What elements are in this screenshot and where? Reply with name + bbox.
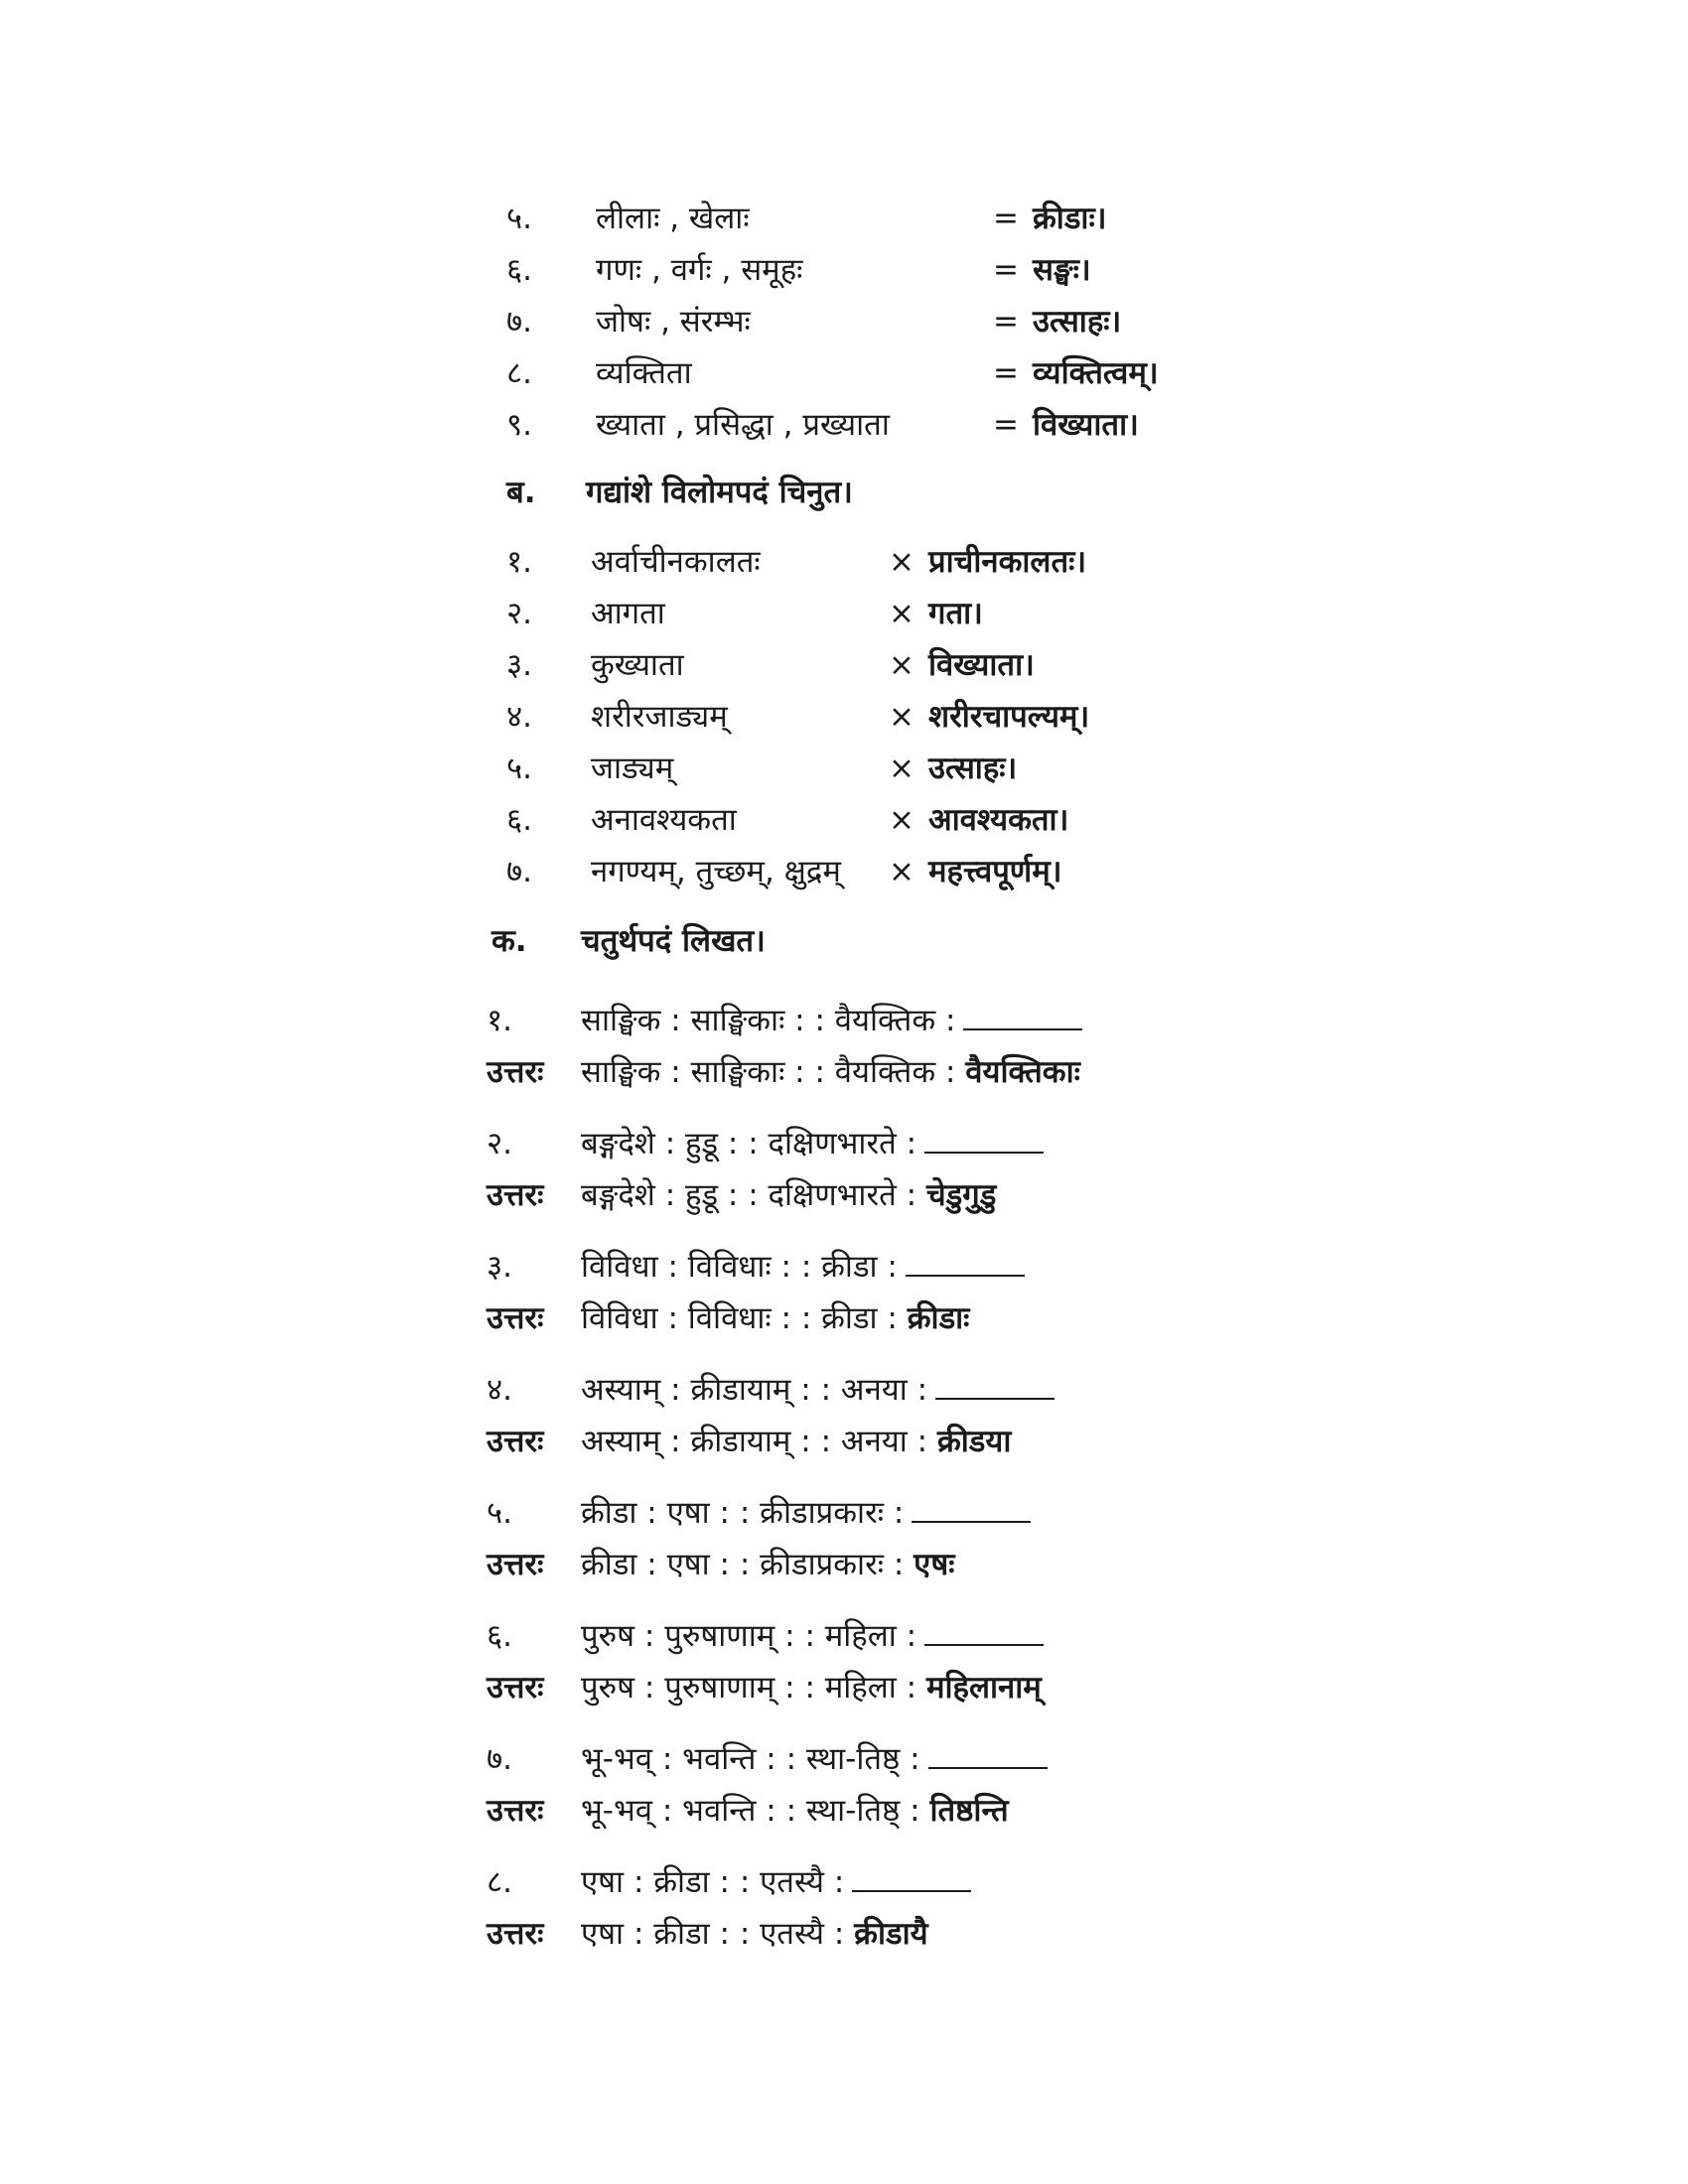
word: जोषः , संरम्भः (596, 304, 751, 340)
item-number: ६. (487, 1618, 512, 1654)
item-number: ६. (506, 252, 532, 288)
item-number: ५. (506, 751, 532, 786)
equals-sign: = (993, 252, 1019, 288)
answer: उत्साहः। (1033, 304, 1122, 340)
item-number: १. (506, 544, 532, 580)
answer: क्रीडया (936, 1424, 1012, 1459)
answer: प्राचीनकालतः। (928, 544, 1087, 580)
item-number: ४. (506, 699, 532, 735)
answer: विख्याता। (928, 647, 1035, 683)
word: लीलाः , खेलाः (596, 201, 750, 236)
answer-label: उत्तरः (487, 1424, 544, 1459)
section-title: चतुर्थपदं लिखत। (581, 923, 766, 959)
word: ख्याता , प्रसिद्धा , प्रख्याता (596, 407, 890, 443)
opposite-sign: × (889, 699, 914, 735)
answer: वैयक्तिकाः (965, 1054, 1080, 1090)
answer-blank (852, 1862, 971, 1892)
word: कुख्याता (591, 647, 684, 683)
item-number: ३. (487, 1249, 512, 1285)
answer-text: साङ्घिक : साङ्घिकाः : : वैयक्तिक : (581, 1054, 956, 1090)
opposite-sign: × (889, 647, 914, 683)
answer: उत्साहः। (928, 751, 1018, 786)
item-number: ५. (487, 1495, 512, 1531)
answer-blank (935, 1370, 1055, 1400)
answer-label: उत्तरः (487, 1670, 544, 1706)
answer-label: उत्तरः (487, 1300, 544, 1336)
opposite-sign: × (889, 802, 914, 838)
answer-blank (924, 1616, 1044, 1646)
item-number: २. (506, 596, 532, 631)
answer-label: उत्तरः (487, 1793, 544, 1829)
answer-text: विविधा : विविधाः : : क्रीडा : (581, 1300, 898, 1336)
equals-sign: = (993, 304, 1019, 340)
answer-blank (912, 1493, 1031, 1523)
item-number: ३. (506, 647, 532, 683)
section-label: क. (492, 923, 527, 959)
answer: तिष्ठन्ति (929, 1793, 1009, 1829)
equals-sign: = (993, 201, 1019, 236)
question-text: विविधा : विविधाः : : क्रीडा : (581, 1249, 898, 1285)
equals-sign: = (993, 355, 1019, 391)
answer-label: उत्तरः (487, 1547, 544, 1582)
section-label: ब. (506, 475, 536, 510)
word: गणः , वर्गः , समूहः (596, 252, 803, 288)
answer-blank (928, 1739, 1048, 1769)
answer-text: भू-भव् : भवन्ति : : स्था-तिष्ठ् : (581, 1793, 920, 1829)
answer-text: पुरुष : पुरुषाणाम् : : महिला : (581, 1670, 917, 1706)
item-number: ४. (487, 1372, 512, 1408)
item-number: ७. (506, 304, 532, 340)
word: व्यक्तिता (596, 355, 692, 391)
answer: क्रीडाः। (1033, 201, 1107, 236)
word: नगण्यम्, तुच्छम्, क्षुद्रम् (591, 854, 841, 889)
question-text: एषा : क्रीडा : : एतस्यै : (581, 1864, 845, 1900)
answer-label: उत्तरः (487, 1177, 544, 1213)
word: अर्वाचीनकालतः (591, 544, 761, 580)
answer-blank (924, 1124, 1044, 1154)
answer: शरीरचापल्यम्। (928, 699, 1090, 735)
answer: महिलानाम् (925, 1670, 1042, 1706)
question-text: भू-भव् : भवन्ति : : स्था-तिष्ठ् : (581, 1741, 920, 1777)
item-number: ८. (487, 1864, 512, 1900)
question-text: क्रीडा : एषा : : क्रीडाप्रकारः : (581, 1495, 905, 1531)
word: अनावश्यकता (591, 802, 737, 838)
answer: विख्याता। (1033, 407, 1139, 443)
answer-text: एषा : क्रीडा : : एतस्यै : (581, 1916, 845, 1952)
item-number: १. (487, 1003, 512, 1038)
word: जाड्यम् (591, 751, 674, 786)
item-number: ८. (506, 355, 532, 391)
word: आगता (591, 596, 665, 631)
answer-blank (963, 1001, 1082, 1030)
opposite-sign: × (889, 854, 914, 889)
question-text: अस्याम् : क्रीडायाम् : : अनया : (581, 1372, 928, 1408)
item-number: ७. (506, 854, 532, 889)
answer-blank (906, 1247, 1025, 1277)
item-number: ५. (506, 201, 532, 236)
item-number: ७. (487, 1741, 512, 1777)
answer: आवश्यकता। (928, 802, 1069, 838)
answer-text: बङ्गदेशे : हुडू : : दक्षिणभारते : (581, 1177, 917, 1213)
item-number: ९. (506, 407, 532, 443)
answer: सङ्घः। (1033, 252, 1091, 288)
answer-text: क्रीडा : एषा : : क्रीडाप्रकारः : (581, 1547, 905, 1582)
question-text: पुरुष : पुरुषाणाम् : : महिला : (581, 1618, 917, 1654)
question-text: साङ्घिक : साङ्घिकाः : : वैयक्तिक : (581, 1003, 956, 1038)
section-title: गद्यांशे विलोमपदं चिनुत। (586, 475, 853, 510)
answer-label: उत्तरः (487, 1916, 544, 1952)
item-number: २. (487, 1126, 512, 1161)
equals-sign: = (993, 407, 1019, 443)
answer: क्रीडायै (854, 1916, 928, 1952)
answer: गता। (928, 596, 983, 631)
answer: महत्त्वपूर्णम्। (928, 854, 1062, 889)
answer: क्रीडाः (907, 1300, 970, 1336)
answer: एषः (914, 1547, 955, 1582)
opposite-sign: × (889, 544, 914, 580)
question-text: बङ्गदेशे : हुडू : : दक्षिणभारते : (581, 1126, 917, 1161)
item-number: ६. (506, 802, 532, 838)
answer: चेडुगुडु (925, 1177, 997, 1213)
word: शरीरजाड्यम् (591, 699, 728, 735)
answer-text: अस्याम् : क्रीडायाम् : : अनया : (581, 1424, 928, 1459)
opposite-sign: × (889, 596, 914, 631)
answer: व्यक्तित्वम्। (1033, 355, 1159, 391)
opposite-sign: × (889, 751, 914, 786)
answer-label: उत्तरः (487, 1054, 544, 1090)
